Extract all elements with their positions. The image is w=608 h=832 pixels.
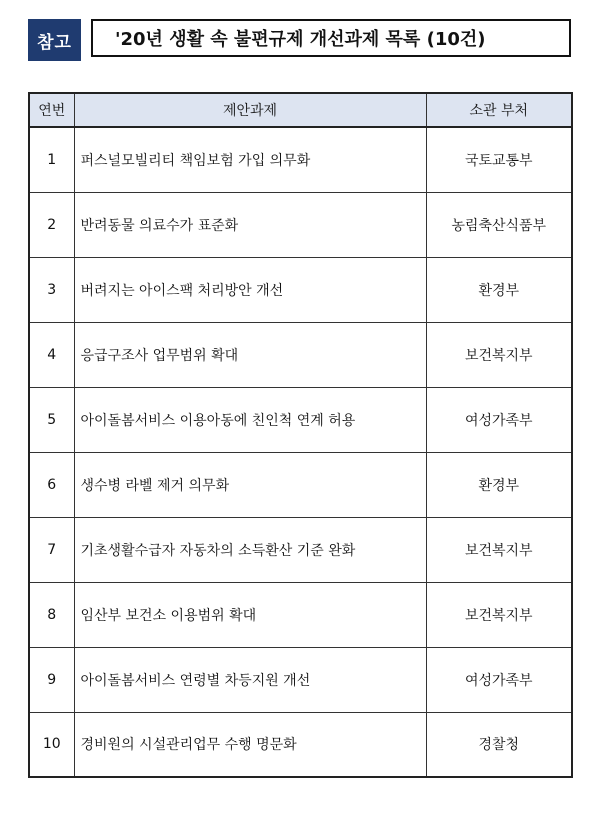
row-department: 보건복지부 — [426, 322, 572, 387]
row-task: 아이돌봄서비스 이용아동에 친인척 연계 허용 — [74, 387, 426, 452]
row-number: 10 — [29, 712, 74, 777]
row-number: 3 — [29, 257, 74, 322]
row-department: 여성가족부 — [426, 647, 572, 712]
improvement-tasks-table — [28, 92, 573, 778]
row-number: 7 — [29, 517, 74, 582]
row-department: 환경부 — [426, 452, 572, 517]
row-task: 생수병 라벨 제거 의무화 — [74, 452, 426, 517]
row-task: 경비원의 시설관리업무 수행 명문화 — [74, 712, 426, 777]
row-task: 기초생활수급자 자동차의 소득환산 기준 완화 — [74, 517, 426, 582]
row-task: 버려지는 아이스팩 처리방안 개선 — [74, 257, 426, 322]
column-header-number: 연번 — [29, 93, 74, 127]
row-department: 보건복지부 — [426, 582, 572, 647]
table-row — [29, 582, 572, 647]
document-title: '20년 생활 속 불편규제 개선과제 목록 (10건) — [91, 19, 571, 57]
row-number: 6 — [29, 452, 74, 517]
row-task: 반려동물 의료수가 표준화 — [74, 192, 426, 257]
row-number: 5 — [29, 387, 74, 452]
row-task: 퍼스널모빌리티 책임보험 가입 의무화 — [74, 127, 426, 192]
table-row — [29, 712, 572, 777]
row-number: 1 — [29, 127, 74, 192]
row-department: 경찰청 — [426, 712, 572, 777]
row-department: 보건복지부 — [426, 517, 572, 582]
document-header — [28, 19, 575, 61]
row-department: 농림축산식품부 — [426, 192, 572, 257]
table-row — [29, 387, 572, 452]
row-task: 임산부 보건소 이용범위 확대 — [74, 582, 426, 647]
table-row — [29, 517, 572, 582]
column-header-task: 제안과제 — [74, 93, 426, 127]
row-department: 여성가족부 — [426, 387, 572, 452]
row-task: 응급구조사 업무범위 확대 — [74, 322, 426, 387]
row-number: 2 — [29, 192, 74, 257]
table-row — [29, 127, 572, 192]
row-number: 8 — [29, 582, 74, 647]
table-header-row — [29, 93, 572, 127]
table-row — [29, 647, 572, 712]
column-header-department: 소관 부처 — [426, 93, 572, 127]
table-row — [29, 257, 572, 322]
table-row — [29, 452, 572, 517]
table-row — [29, 192, 572, 257]
table-row — [29, 322, 572, 387]
row-department: 환경부 — [426, 257, 572, 322]
row-number: 9 — [29, 647, 74, 712]
row-task: 아이돌봄서비스 연령별 차등지원 개선 — [74, 647, 426, 712]
reference-badge: 참고 — [28, 19, 81, 61]
row-department: 국토교통부 — [426, 127, 572, 192]
row-number: 4 — [29, 322, 74, 387]
